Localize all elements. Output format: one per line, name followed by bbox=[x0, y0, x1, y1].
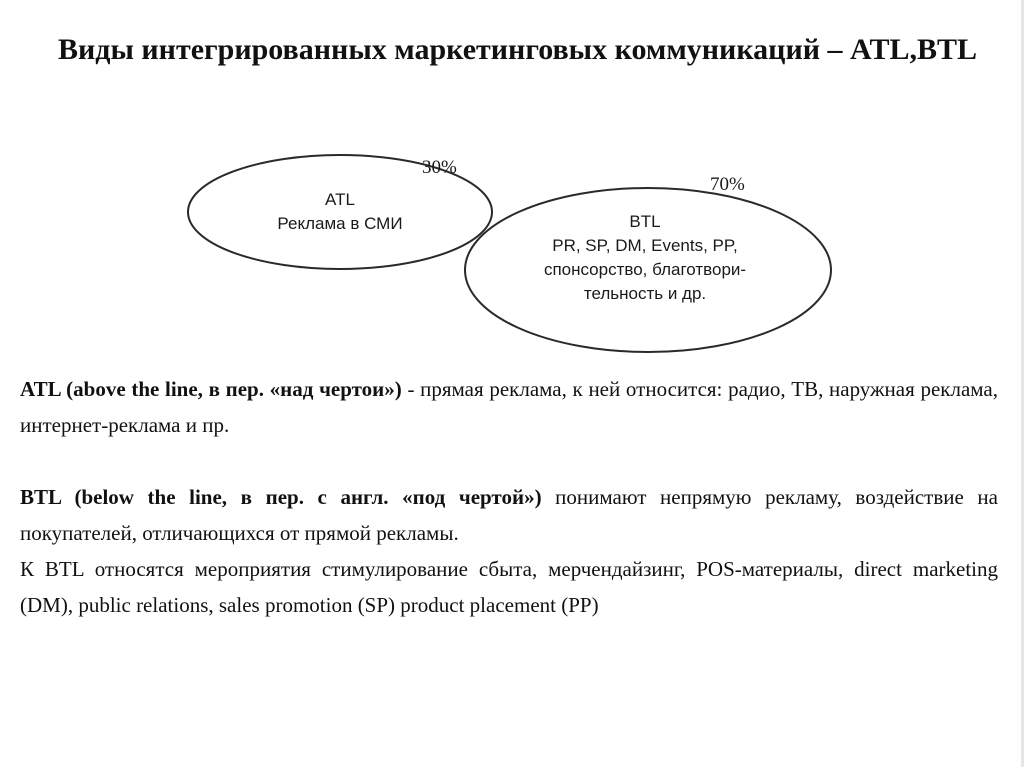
btl-line-3: тельность и др. bbox=[583, 284, 707, 303]
btl-definition: понимают непрямую рекламу, воздействие на покупателей, отличающихся от прямой рекламы. bbox=[20, 485, 998, 545]
atl-btl-diagram bbox=[170, 150, 850, 365]
btl-term: BTL (below the line, в пер. с англ. «под чертой») bbox=[20, 485, 542, 509]
btl-percent: 70% bbox=[710, 174, 745, 195]
btl-line-2: спонсорство, благотвори- bbox=[543, 260, 747, 279]
atl-percent: 30% bbox=[422, 157, 457, 178]
atl-name: ATL bbox=[325, 190, 355, 209]
atl-label bbox=[230, 188, 450, 236]
atl-term: ATL (above the line, в пер. «над чертои») bbox=[20, 377, 402, 401]
atl-desc: Реклама в СМИ bbox=[277, 214, 403, 233]
slide-title: Виды интегрированных маркетинговых коммуникаций – ATL,BTL bbox=[58, 33, 977, 66]
btl-paragraph bbox=[20, 479, 998, 551]
btl-list-paragraph: К BTL относятся мероприятия стимулирование сбыта, мерчендайзинг, POS-материалы, direct marketing (DM), public relations, sales promotion (SP) product placement (PP) bbox=[20, 557, 998, 617]
btl-label bbox=[510, 210, 780, 306]
atl-definition: - прямая реклама, к ней относится: радио, ТВ, наружная реклама, интернет-реклама и пр. bbox=[20, 377, 998, 437]
atl-paragraph bbox=[20, 371, 998, 443]
btl-name: BTL bbox=[629, 212, 661, 231]
btl-line-1: PR, SP, DM, Events, PP, bbox=[552, 236, 738, 255]
